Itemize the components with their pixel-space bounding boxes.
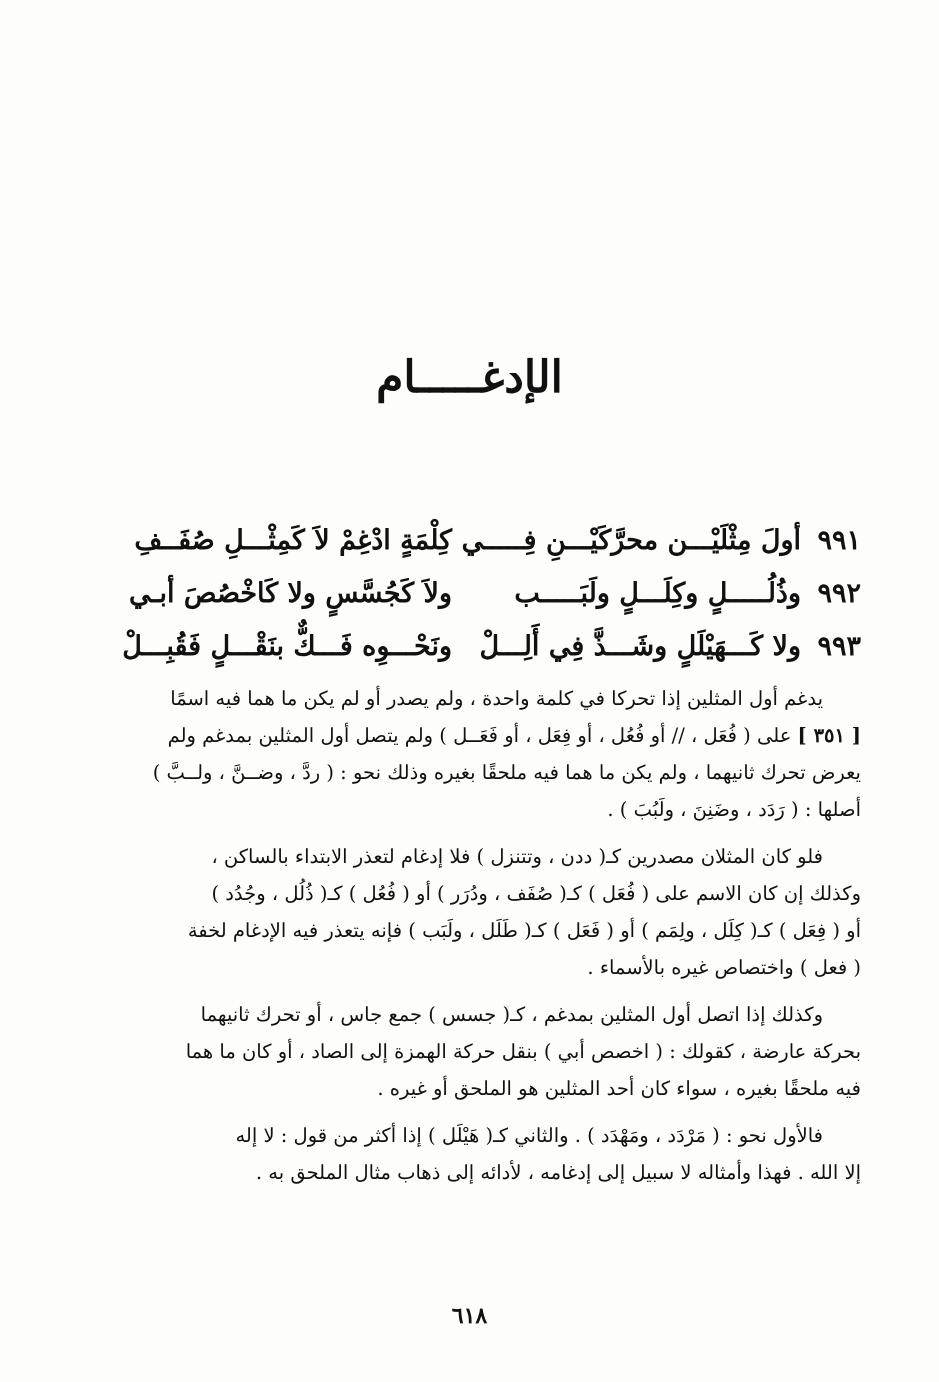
verse-number: ٩٩١ bbox=[817, 525, 861, 556]
verse-number: ٩٩٣ bbox=[817, 631, 861, 662]
verse-second-half: ونَحْـــوِه فَـــكٌّ بنَقْـــلٍ فَقُبِـــلْ bbox=[122, 631, 452, 662]
paragraph-line: ( فعل ) واختصاص غيره بالأسماء . bbox=[587, 956, 861, 979]
paragraph-line: فالأول نحو : ( مَرْدَد ، ومَهْدَد ) . والثاني كـ( هَيْلَل ) إذا أكثر من قول : لا إله bbox=[235, 1124, 823, 1147]
paragraph-line bbox=[76, 717, 861, 754]
paragraph-line: وكذلك إن كان الاسم على ( فُعَل ) كـ( صُفَف ، ودُرَر ) أو ( فُعُل ) كـ( ذُلُل ، وجُدُد ) bbox=[211, 882, 861, 905]
verse-first-half: أولَ مِثْلَيْـــن محرَّكَيْـــنِ فِـــــي bbox=[461, 525, 801, 556]
paragraph-line: أصلها : ( رَدَد ، وضَنِنَ ، ولَبُبَ ) . bbox=[607, 798, 861, 821]
paragraph-line: يعرض تحرك ثانيهما ، ولم يكن ما هما فيه ملحقًا بغيره وذلك نحو : ( ردَّ ، وضــنَّ ، ولــبَّ ) bbox=[152, 761, 861, 784]
page-number: ٦١٨ bbox=[451, 1303, 488, 1329]
chapter-title: الإدغـــــام bbox=[376, 352, 563, 403]
verse-991 bbox=[0, 521, 939, 571]
verse-second-half: كِلْمَةٍ ادْغِمْ لاَ كَمِثْـــلِ صُفَــفِ bbox=[134, 525, 452, 556]
verse-number: ٩٩٢ bbox=[817, 578, 861, 609]
paragraph-line: وكذلك إذا اتصل أول المثلين بمدغم ، كـ( جسس ) جمع جاس ، أو تحرك ثانيهما bbox=[200, 1003, 823, 1026]
paragraph-line: فلو كان المثلان مصدرين كـ( ددن ، وتتنزل ) فلا إدغام لتعذر الابتداء بالساكن ، bbox=[211, 845, 823, 868]
paragraph-line-text: على ( فُعَل ، // أو فُعُل ، أو فِعَل ، أو فَعَــل ) ولم يتصل أول المثلين بمدغم ولم bbox=[167, 724, 792, 747]
paragraph-line: فيه ملحقًا بغيره ، سواء كان أحد المثلين هو الملحق أو غيره . bbox=[377, 1077, 861, 1100]
verse-second-half: ولاَ كَجُسَّسٍ ولا كَاخْصُصَ أبـي bbox=[129, 578, 452, 609]
verse-first-half: وذُلُـــــلٍ وكِلَـــلٍ ولَبَـــــب bbox=[514, 578, 801, 609]
verse-992 bbox=[0, 574, 939, 624]
verse-first-half: ولا كَـــهَيْلَلٍ وشَـــذَّ فِي أَلِـــلْ bbox=[479, 631, 801, 662]
paragraph-line: يدغم أول المثلين إذا تحركا في كلمة واحدة ، ولم يصدر أو لم يكن ما هما فيه اسمًا bbox=[170, 687, 823, 710]
paragraph-line: أو ( فِعَل ) كـ( كِلَل ، ولِمَم ) أو ( فَعَل ) كـ( طَلَل ، ولَبَب ) فإنه يتعذر فيه الإدغام لخفة bbox=[187, 919, 861, 942]
verse-993 bbox=[0, 627, 939, 677]
paragraph-line: بحركة عارضة ، كقولك : ( اخصص أبي ) بنقل حركة الهمزة إلى الصاد ، أو كان ما هما bbox=[185, 1040, 861, 1063]
reference-marker: [ ٣٥١ ] bbox=[797, 724, 861, 747]
commentary-text bbox=[76, 680, 861, 1191]
paragraph-line: إلا الله . فهذا وأمثاله لا سبيل إلى إدغامه ، لأدائه إلى ذهاب مثال الملحق به . bbox=[255, 1161, 861, 1184]
